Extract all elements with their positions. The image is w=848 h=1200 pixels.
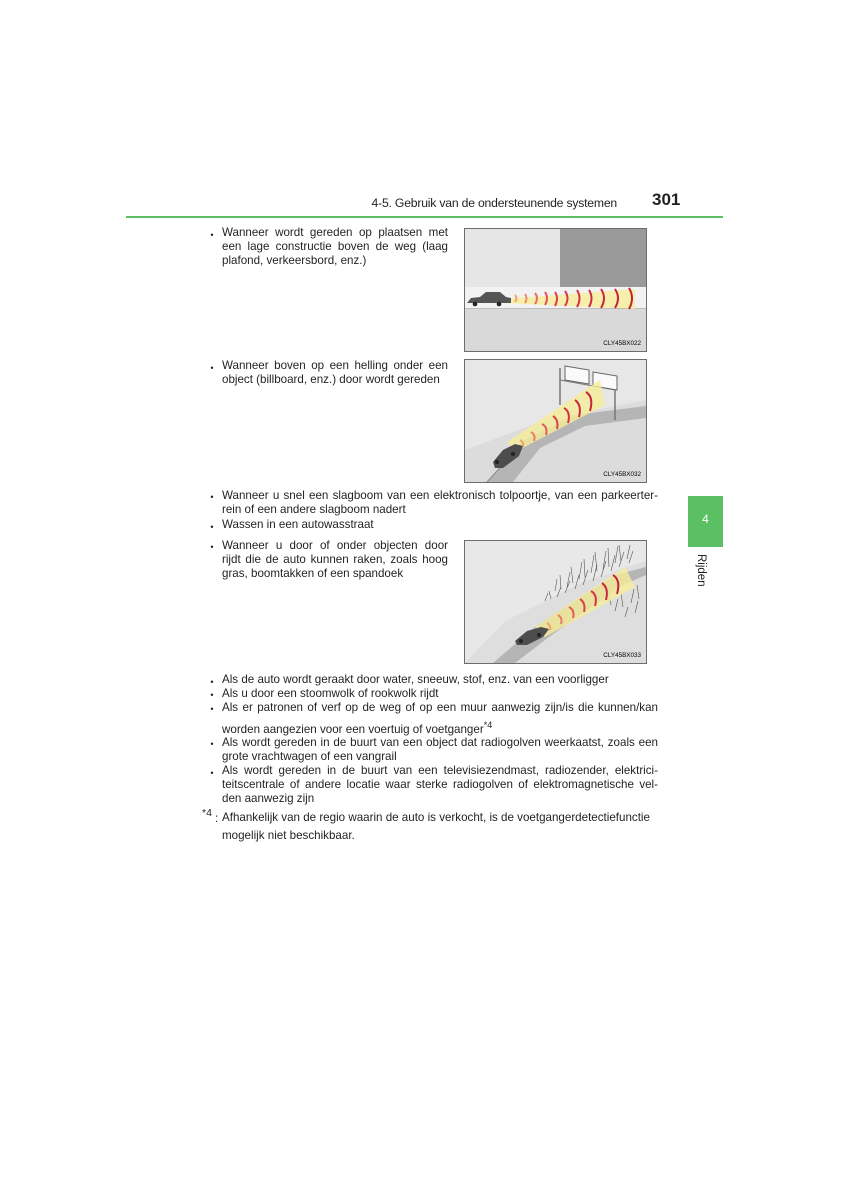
bullet-icon: •	[210, 704, 214, 714]
text-line: gras, boomtakken of een spandoek	[222, 567, 404, 580]
figure-code: CLY45BX033	[603, 652, 641, 659]
footnote-colon: :	[215, 812, 219, 825]
bullet-icon: •	[210, 739, 214, 749]
text-line: Als wordt gereden in de buurt van een televisiezendmast, radiozender, elektrici-	[222, 764, 658, 777]
grass-drawing	[465, 541, 646, 663]
footnote-reference: *4	[483, 720, 493, 730]
header-rule	[126, 216, 723, 218]
bullet-icon: •	[210, 768, 214, 778]
text-line: grote vrachtwagen of een vangrail	[222, 750, 397, 763]
text-line: mogelijk niet beschikbaar.	[222, 829, 355, 842]
illustration-tall-grass	[464, 540, 647, 664]
bullet-car-wash: Wassen in een autowasstraat	[222, 518, 374, 531]
page-number: 301	[652, 190, 681, 209]
figure-code: CLY45BX022	[603, 340, 641, 347]
illustration-slope-billboard	[464, 359, 647, 483]
text-line: rein of een andere slagboom nadert	[222, 503, 406, 516]
text-line: rijdt die de auto kunnen raken, zoals hoog	[222, 553, 448, 566]
illustration-low-ceiling	[464, 228, 647, 352]
chapter-label	[693, 554, 709, 604]
bullet-icon: •	[210, 230, 214, 240]
bullet-patterns-paint	[222, 701, 658, 737]
text-line: Afhankelijk van de regio waarin de auto is verkocht, is de voetgangerdetectiefunctie	[222, 811, 650, 824]
bullet-water-snow: Als de auto wordt geraakt door water, sneeuw, stof, enz. van een voorligger	[222, 673, 609, 686]
bullet-radio-tower	[222, 764, 658, 806]
bullet-icon: •	[210, 522, 214, 532]
bullet-low-structure	[222, 226, 448, 268]
bullet-objects	[222, 539, 448, 581]
bullet-radio-reflect	[222, 736, 658, 764]
text-line: object (billboard, enz.) door wordt gereden	[222, 373, 440, 386]
bullet-icon: •	[210, 542, 214, 552]
text-line: Als er patronen of verf op de weg of op een muur aanwezig zijn/is die kunnen/kan	[222, 701, 658, 714]
bullet-steam-smoke: Als u door een stoomwolk of rookwolk rijdt	[222, 687, 439, 700]
footnote-mark-text: *4	[202, 807, 212, 819]
chapter-label-text: Rijden	[695, 554, 707, 587]
slope-drawing	[465, 360, 646, 482]
text-line: den aanwezig zijn	[222, 792, 315, 805]
text-line: Wanneer u door of onder objecten door	[222, 539, 448, 552]
text-line: Wanneer boven op een helling onder een	[222, 359, 448, 372]
text-line: Wanneer wordt gereden op plaatsen met	[222, 226, 448, 239]
text-line	[222, 718, 658, 737]
text-line: Als wordt gereden in de buurt van een object dat radiogolven weerkaatst, zoals een	[222, 736, 658, 749]
bullet-icon: •	[210, 677, 214, 687]
bullet-icon: •	[210, 492, 214, 502]
text-line: plafond, verkeersbord, enz.)	[222, 254, 367, 267]
bullet-icon: •	[210, 363, 214, 373]
text-line: een lage constructie boven de weg (laag	[222, 240, 448, 253]
low-ceiling-drawing	[465, 229, 646, 351]
bullet-slope-object	[222, 359, 448, 387]
text-segment: worden aangezien voor een voertuig of voetganger	[222, 722, 484, 736]
section-title: 4-5. Gebruik van de ondersteunende systemen	[371, 196, 617, 210]
text-line: Wanneer u snel een slagboom van een elektronisch tolpoortje, van een parkeerter-	[222, 489, 658, 502]
text-line: teitscentrale of andere locatie waar sterke radiogolven of elektromagnetische vel-	[222, 778, 658, 791]
ceiling-structure	[560, 229, 646, 287]
chapter-number: 4	[702, 512, 709, 526]
bullet-icon: •	[210, 690, 214, 700]
footnote-mark	[202, 806, 212, 820]
figure-code: CLY45BX032	[603, 471, 641, 478]
footnote-text	[222, 811, 658, 843]
bullet-barrier	[222, 489, 658, 517]
